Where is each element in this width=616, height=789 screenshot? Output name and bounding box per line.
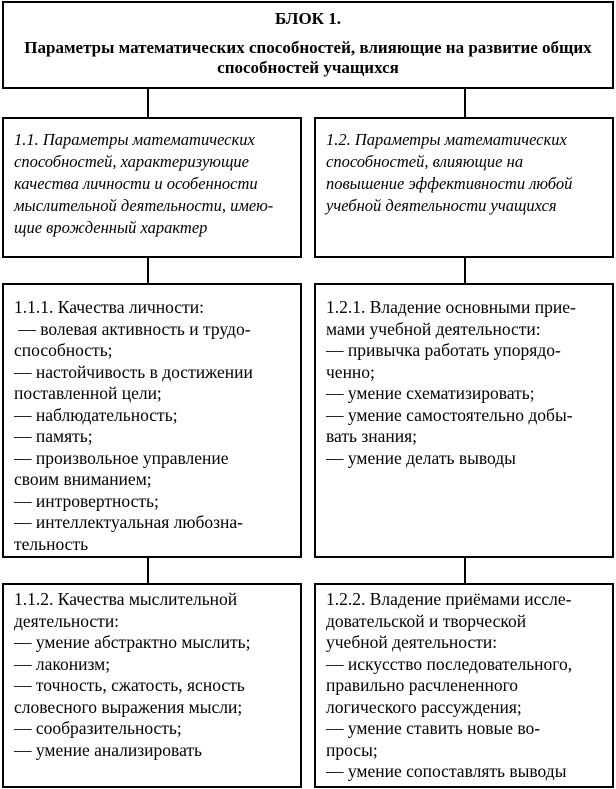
box-1-1-2-line: — лаконизм; bbox=[14, 653, 111, 674]
box-1-1-1-line: 1.1.1. Качества личности: bbox=[14, 297, 204, 317]
box-1-2-2-line: просы; bbox=[326, 739, 378, 760]
box-1-1-1-line: — наблюдательность; bbox=[14, 404, 178, 425]
box-1-2-2-line: — умение сопоставлять выводы bbox=[326, 761, 567, 781]
box-1-1-2-line: — умение анализировать bbox=[14, 739, 203, 760]
connector-top-left bbox=[147, 89, 149, 117]
connector-right-1 bbox=[464, 258, 466, 283]
box-1-2-2-line: довательской и творческой bbox=[326, 610, 527, 631]
box-1-1-1-line: своим вниманием; bbox=[14, 469, 152, 489]
box-1-1-line: щие врожденный характер bbox=[14, 218, 208, 237]
box-1-2-2-line: учебной деятельности: bbox=[326, 632, 498, 652]
box-1-2-1-line: вать знания; bbox=[326, 426, 418, 446]
box-1-2-line: 1.2. Параметры математических bbox=[326, 130, 567, 149]
box-1-2-2-line: — умение ставить новые во- bbox=[326, 718, 541, 738]
box-1-1-1-line: поставленной цели; bbox=[14, 383, 162, 403]
box-1-2-1-line: — умение схематизировать; bbox=[326, 383, 535, 403]
block-number: БЛОК 1. bbox=[274, 9, 342, 28]
box-1-1-2-line: словесного выражения мысли; bbox=[14, 696, 243, 717]
box-1-1-1-line: тельность bbox=[14, 533, 89, 554]
box-1-1-1-line: — волевая активность и трудо- bbox=[14, 318, 251, 339]
box-1-1-2-line: — умение абстрактно мыслить; bbox=[14, 632, 251, 652]
box-1-2-1-line: — привычка работать упорядо- bbox=[326, 340, 561, 360]
box-1-1-line: 1.1. Параметры математических bbox=[14, 130, 255, 149]
box-1-2-line: способностей, влияющие на bbox=[326, 152, 524, 171]
connector-left-2 bbox=[147, 558, 149, 583]
box-1-2-1-line: — умение делать выводы bbox=[326, 447, 516, 468]
box-1-1-1-line: — настойчивость в достижении bbox=[14, 361, 253, 382]
connector-left-1 bbox=[147, 258, 149, 283]
box-1-2-1-line: ченно; bbox=[326, 361, 375, 382]
box-1-2-2-line: логического рассуждения; bbox=[326, 696, 522, 717]
box-1-2-2-line: — искусство последовательного, bbox=[326, 653, 573, 674]
box-1-2-1-line: 1.2.1. Владение основными прие- bbox=[326, 297, 576, 317]
box-1-1-1-line: — интровертность; bbox=[14, 490, 159, 511]
box-1-2 bbox=[314, 117, 614, 258]
box-1-2-2-line: 1.2.2. Владение приёмами иссле- bbox=[326, 589, 572, 609]
block-header-box bbox=[2, 1, 614, 89]
box-1-1-1-line: — произвольное управление bbox=[14, 447, 229, 468]
box-1-1-2-line: — точность, сжатость, ясность bbox=[14, 675, 245, 695]
block-title: Параметры математических способностей, влияющие на развитие общих способностей учащихся bbox=[24, 38, 592, 77]
box-1-1-1-line: — интеллектуальная любозна- bbox=[14, 512, 243, 532]
box-1-1-1-line: — память; bbox=[14, 426, 93, 446]
box-1-1-line: способностей, характеризующие bbox=[14, 152, 249, 171]
box-1-2-2-line: правильно расчлененного bbox=[326, 675, 519, 695]
box-1-2-line: повышение эффективности любой bbox=[326, 174, 573, 193]
connector-right-2 bbox=[464, 558, 466, 583]
box-1-1-2-line: 1.1.2. Качества мыслительной bbox=[14, 589, 238, 609]
box-1-1-1-line: способность; bbox=[14, 340, 113, 360]
box-1-2-1-line: — умение самостоятельно добы- bbox=[326, 404, 573, 425]
box-1-1-line: качества личности и особенности bbox=[14, 174, 258, 193]
box-1-2-line: учебной деятельности учащихся bbox=[326, 196, 557, 215]
connector-top-right bbox=[464, 89, 466, 117]
box-1-1-2-line: — сообразительность; bbox=[14, 718, 182, 738]
box-1-2-1-line: мами учебной деятельности: bbox=[326, 318, 541, 339]
box-1-2-1 bbox=[314, 283, 614, 558]
box-1-1 bbox=[2, 117, 302, 258]
box-1-2-2 bbox=[314, 583, 614, 788]
box-1-1-2 bbox=[2, 583, 302, 788]
box-1-1-line: мыслительной деятельности, имею- bbox=[14, 196, 274, 215]
box-1-1-1 bbox=[2, 283, 302, 558]
box-1-1-2-line: деятельности: bbox=[14, 610, 120, 631]
